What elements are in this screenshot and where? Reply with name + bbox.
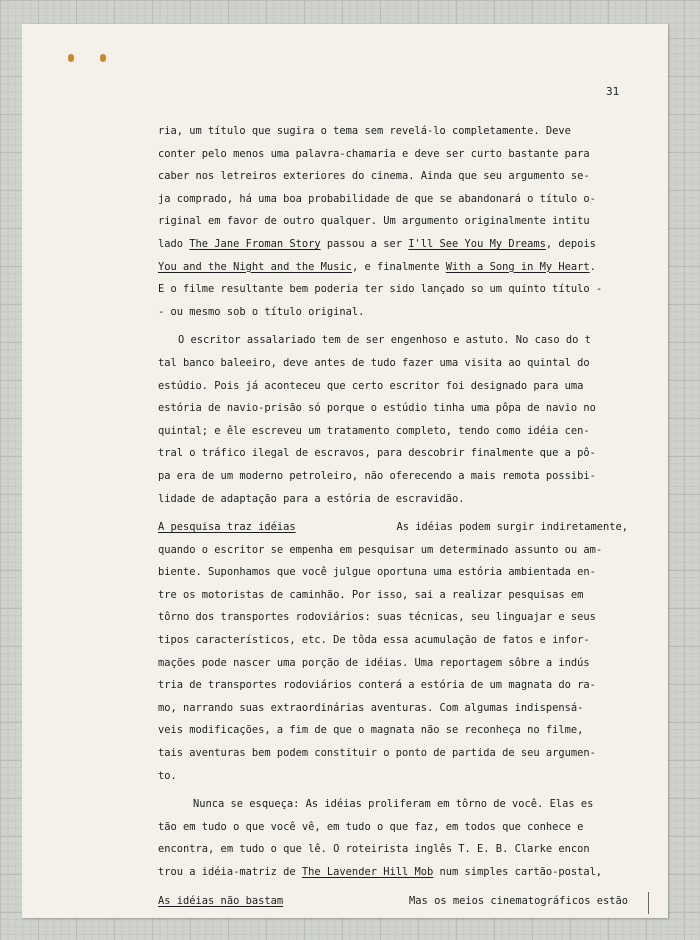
text-line: quando o escritor se empenha em pesquisar um determinado assunto ou am-	[158, 543, 603, 556]
section-heading-line	[158, 890, 638, 913]
text-line: tipos característicos, etc. De tôda essa acumulação de fatos e infor-	[158, 634, 590, 647]
text-line: estúdio. Pois já aconteceu que certo escritor foi designado para uma	[158, 379, 584, 392]
text-line	[158, 233, 638, 256]
text-fragment: num simples cartão-postal,	[433, 866, 603, 878]
text-line: encontra, em tudo o que lê. O roteirista inglês T. E. B. Clarke encon	[158, 843, 590, 856]
text-line: quintal; e êle escreveu um tratamento completo, tendo como idéia cen-	[158, 424, 590, 437]
punch-hole-mark	[100, 54, 106, 62]
text-line: - ou mesmo sob o título original.	[158, 305, 365, 318]
text-line	[158, 256, 638, 279]
section-heading: As idéias não bastam	[158, 894, 284, 907]
text-line: biente. Suponhamos que você julgue oportuna uma estória ambientada en-	[158, 566, 596, 579]
text-line: to.	[158, 769, 177, 782]
text-line: caber nos letreiros exteriores do cinema. Ainda que seu argumento se-	[158, 170, 590, 183]
text-line: tão em tudo o que você vê, em tudo o que faz, em todos que conhece e	[158, 820, 584, 833]
margin-rule	[648, 892, 649, 914]
section	[158, 890, 638, 913]
text-line: lidade de adaptação para a estória de escravidão.	[158, 492, 465, 505]
text-line: mo, narrando suas extraordinárias aventuras. Com algumas indispensá-	[158, 701, 584, 714]
paragraph	[158, 329, 638, 510]
text-line: tral o tráfico ilegal de escravos, para descobrir finalmente que a pô-	[158, 447, 596, 460]
text-line: Nunca se esqueça: As idéias proliferam em tôrno de você. Elas es	[193, 798, 594, 811]
text-line: riginal em favor de outro qualquer. Um argumento originalmente intitu	[158, 215, 590, 228]
text-line: tôrno dos transportes rodoviários: suas técnicas, seu linguajar e seus	[158, 611, 596, 624]
text-line: ria, um título que sugira o tema sem revelá-lo completamente. Deve	[158, 125, 571, 137]
document-page	[22, 24, 668, 918]
film-title: The Jane Froman Story	[189, 237, 321, 250]
text-line	[158, 861, 638, 884]
text-line: tre os motoristas de caminhão. Por isso, sai a realizar pesquisas em	[158, 588, 584, 601]
punch-hole-mark	[68, 54, 74, 62]
text-fragment: , e finalmente	[351, 260, 446, 273]
text-line: O escritor assalariado tem de ser engenhoso e astuto. No caso do t	[178, 334, 591, 347]
text-fragment: .	[589, 260, 596, 273]
text-fragment: As idéias podem surgir indiretamente,	[396, 521, 628, 534]
text-fragment: lado	[158, 237, 190, 250]
text-line: tais aventuras bem podem constituir o ponto de partida de seu argumen-	[158, 747, 596, 760]
text-fragment: , depois	[545, 237, 596, 250]
text-line: tria de transportes rodoviários conterá a estória de um magnata do ra-	[158, 679, 596, 692]
paragraph	[158, 793, 638, 883]
film-title: I'll See You My Dreams	[408, 237, 546, 250]
film-title: The Lavender Hill Mob	[301, 866, 434, 878]
text-fragment: Mas os meios cinematográficos estão	[409, 894, 628, 907]
text-line: ja comprado, há uma boa probabilidade de que se abandonará o título o-	[158, 192, 596, 205]
text-line: estória de navio-prisão só porque o estúdio tinha uma pôpa de navio no	[158, 402, 596, 415]
paragraph	[158, 120, 638, 323]
text-line: conter pelo menos uma palavra-chamaria e deve ser curto bastante para	[158, 147, 590, 160]
section	[158, 516, 638, 787]
text-line: E o filme resultante bem poderia ter sido lançado so um quinto título -	[158, 283, 603, 296]
text-line: tal banco baleeiro, deve antes de tudo fazer uma visita ao quintal do	[158, 356, 590, 369]
film-title: You and the Night and the Music	[158, 260, 352, 273]
text-fragment: trou a idéia-matriz de	[158, 866, 302, 878]
text-fragment: passou a ser	[320, 237, 409, 250]
text-line: veis modificações, a fim de que o magnata não se reconheça no filme,	[158, 724, 584, 737]
film-title: With a Song in My Heart	[445, 260, 590, 273]
text-line: mações pode nascer uma porção de idéias. Uma reportagem sôbre a indús	[158, 656, 590, 669]
section-heading: A pesquisa traz idéias	[158, 521, 296, 534]
page-number: 31	[606, 85, 620, 98]
text-line: pa era de um moderno petroleiro, não oferecendo a mais remota possibi-	[158, 469, 596, 482]
page-body	[158, 120, 638, 912]
section-heading-line	[158, 516, 638, 539]
